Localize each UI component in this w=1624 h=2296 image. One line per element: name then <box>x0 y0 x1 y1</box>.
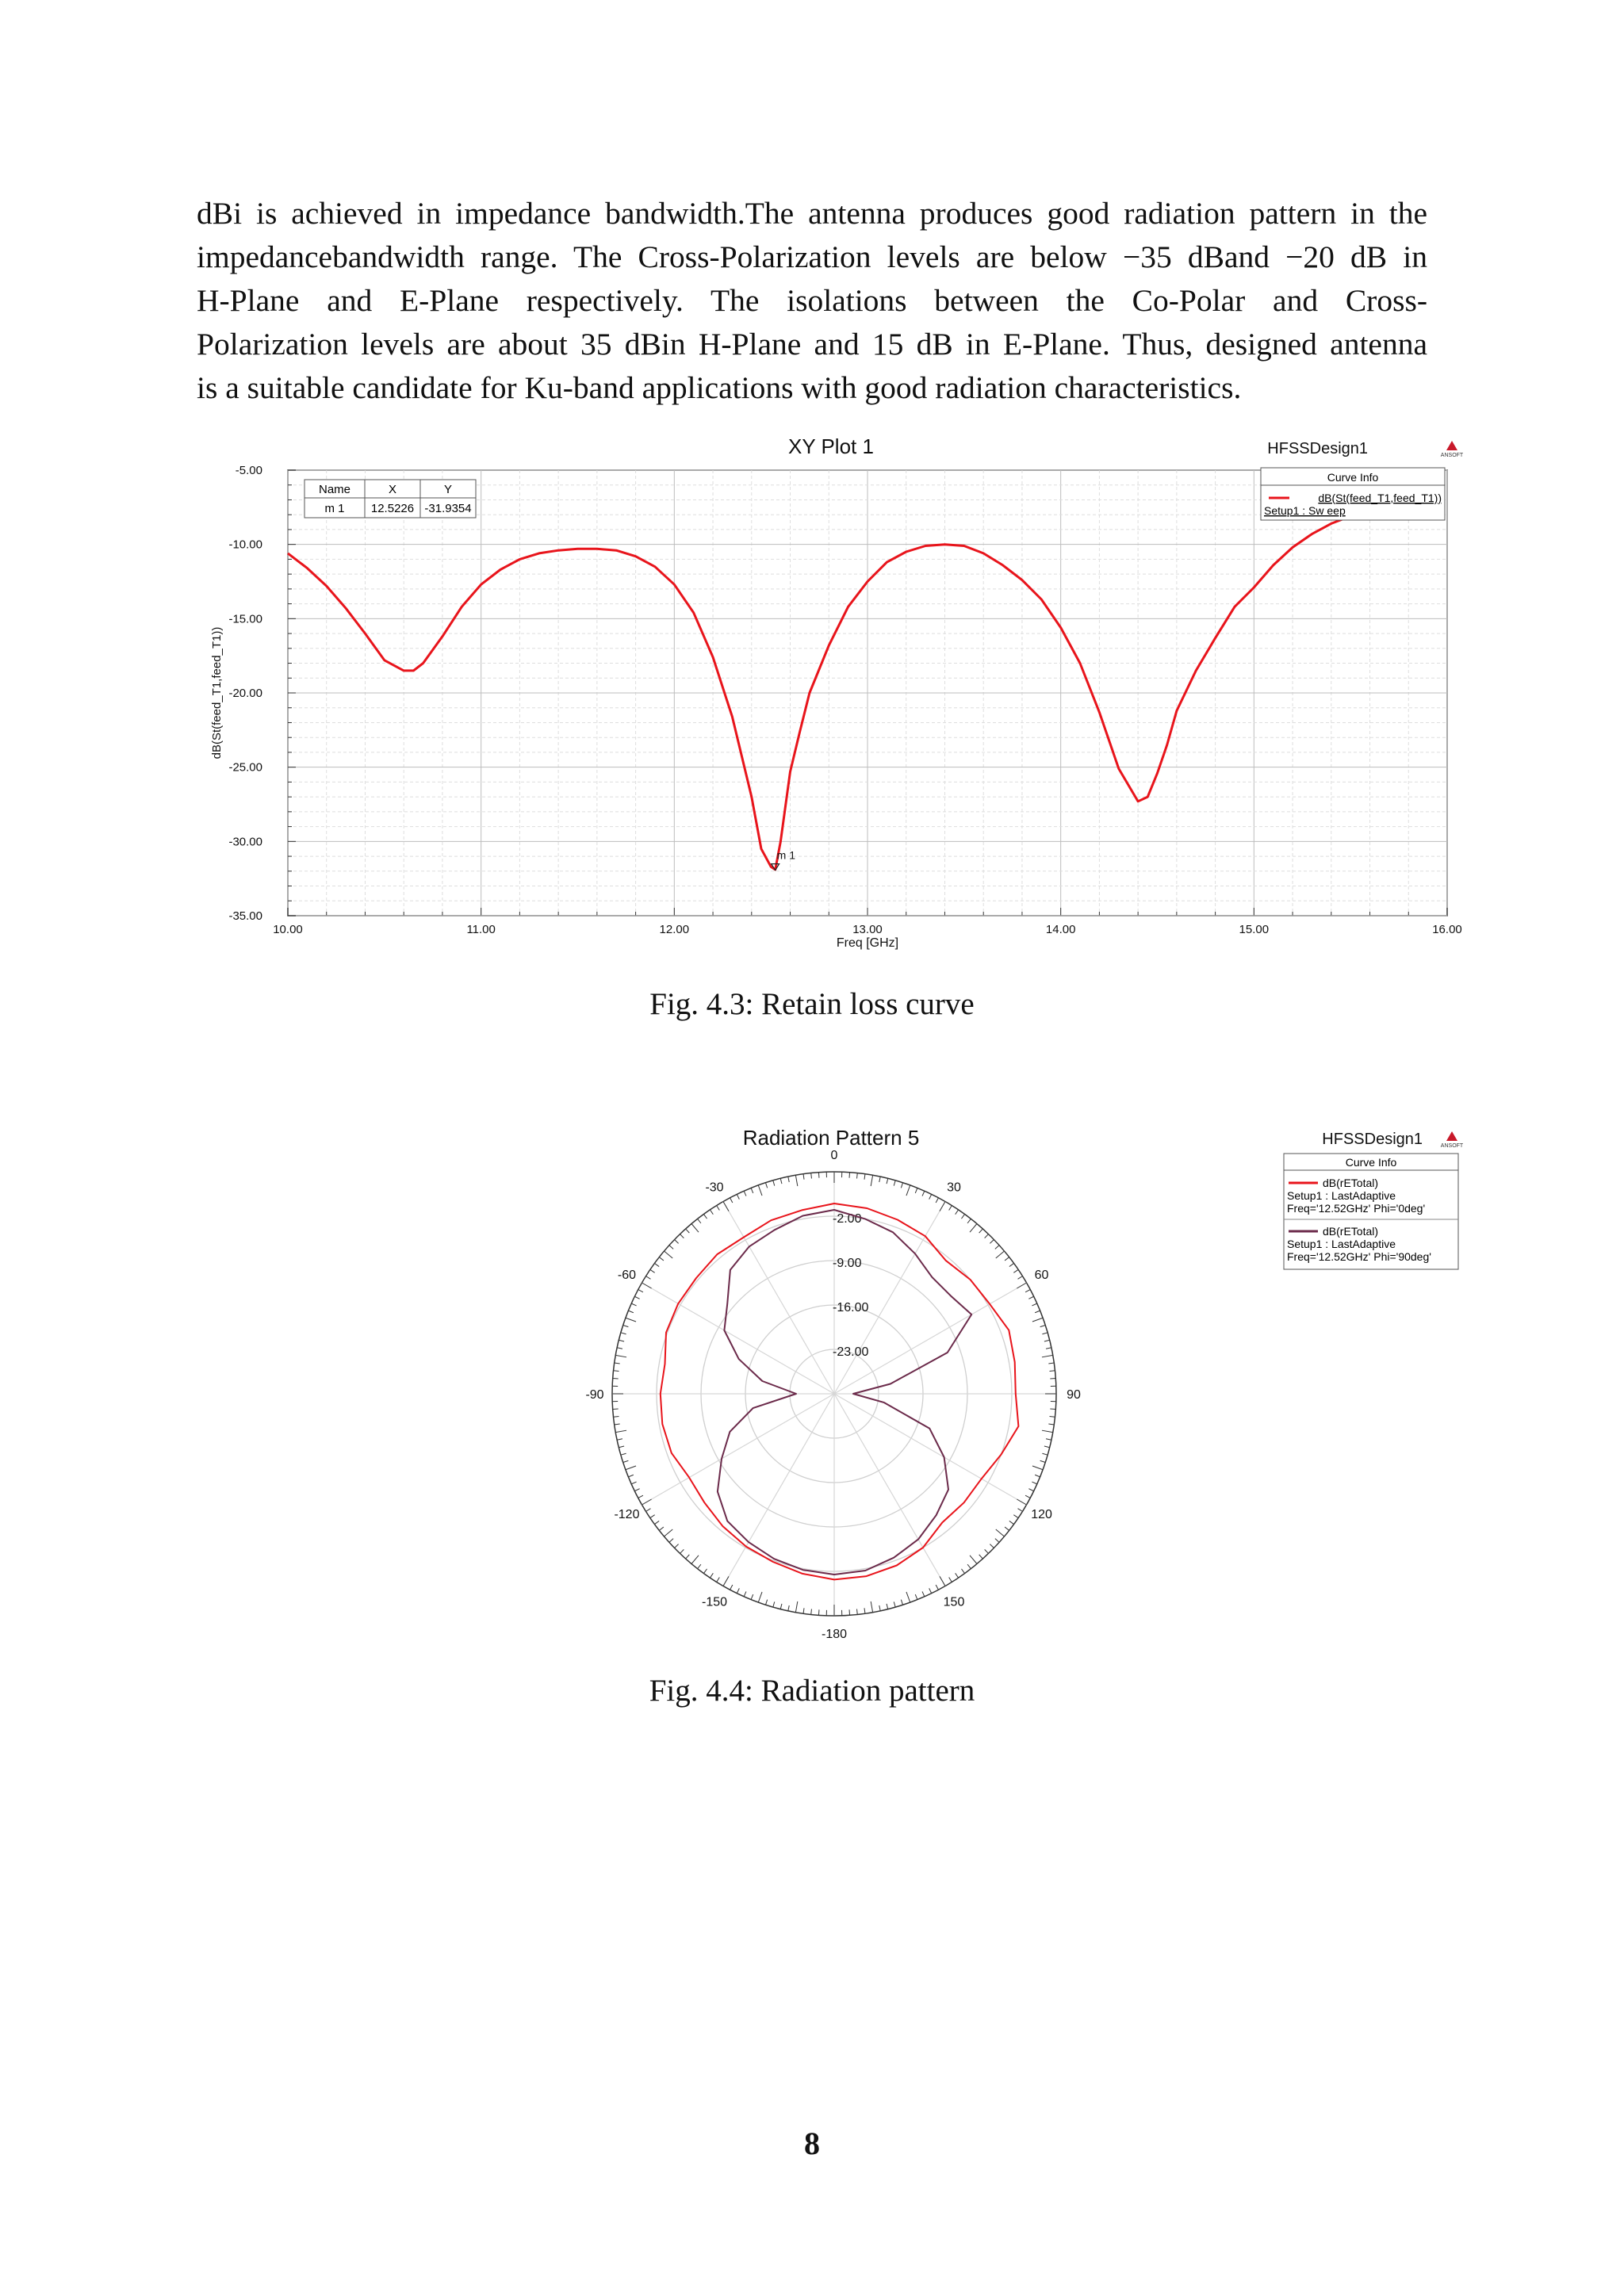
tick-mark <box>619 1340 624 1341</box>
ansoft-logo-text: ANSOFT <box>1440 453 1464 458</box>
legend-entry: dB(rETotal) <box>1323 1225 1379 1238</box>
tick-mark <box>879 1605 880 1611</box>
tick-mark <box>773 1601 775 1607</box>
legend-entry: dB(St(feed_T1,feed_T1)) <box>1318 492 1442 504</box>
tick-mark <box>646 1509 651 1512</box>
tick-mark <box>929 1588 932 1593</box>
tick-mark <box>1018 1509 1023 1512</box>
grid-spoke <box>834 1283 1026 1394</box>
tick-mark <box>1032 1482 1036 1484</box>
tick-mark <box>1042 1333 1048 1334</box>
x-tick-label: 14.00 <box>1045 923 1076 936</box>
tick-mark <box>614 1371 619 1372</box>
tick-mark <box>795 1175 797 1186</box>
tick-mark <box>1028 1489 1033 1491</box>
tick-mark <box>642 1283 652 1288</box>
tick-mark <box>887 1178 888 1184</box>
tick-mark <box>628 1475 633 1477</box>
legend-entry-sub: Freq='12.52GHz' Phi='90deg' <box>1287 1250 1431 1263</box>
tick-mark <box>979 1555 983 1559</box>
tick-mark <box>956 1573 959 1578</box>
tick-mark <box>617 1439 622 1440</box>
x-tick-label: 15.00 <box>1239 923 1270 936</box>
tick-mark <box>996 1529 1005 1536</box>
paragraph-line: H-Plane and E-Plane respectively. The isolations between the Co-Polar and Cross- <box>197 283 1427 318</box>
legend-entry-sub: Setup1 : LastAdaptive <box>1287 1238 1396 1250</box>
tick-mark <box>857 1173 858 1179</box>
tick-mark <box>730 1585 733 1590</box>
tick-mark <box>906 1185 910 1196</box>
legend-header: Curve Info <box>1327 471 1379 484</box>
legend <box>1284 1154 1458 1269</box>
tick-mark <box>650 1269 655 1272</box>
tick-mark <box>646 1276 651 1280</box>
tick-mark <box>1025 1495 1030 1498</box>
tick-mark <box>703 1214 707 1219</box>
tick-mark <box>686 1555 690 1559</box>
tick-mark <box>614 1417 619 1418</box>
tick-mark <box>675 1239 679 1243</box>
legend-entry-sub: Freq='12.52GHz' Phi='0deg' <box>1287 1202 1426 1215</box>
tick-mark <box>717 1206 720 1211</box>
legend-entry-sub: Setup1 : Sw eep <box>1264 504 1346 517</box>
tick-mark <box>1035 1475 1040 1477</box>
x-axis-label: Freq [GHz] <box>836 936 899 950</box>
tick-mark <box>803 1608 804 1613</box>
return-loss-chart <box>198 434 1483 958</box>
tick-mark <box>879 1177 880 1182</box>
tick-mark <box>780 1178 782 1184</box>
tick-mark <box>730 1198 733 1203</box>
tick-mark <box>634 1296 639 1299</box>
tick-mark <box>680 1234 684 1238</box>
tick-mark <box>1005 1527 1009 1530</box>
angle-label: 90 <box>1067 1388 1081 1402</box>
tick-mark <box>922 1191 925 1196</box>
chart-title: XY Plot 1 <box>788 434 874 458</box>
marker-table-cell: 12.5226 <box>370 502 415 515</box>
legend-entry-sub: Setup1 : LastAdaptive <box>1287 1189 1396 1202</box>
tick-mark <box>617 1348 622 1349</box>
tick-mark <box>744 1191 746 1196</box>
paragraph-line: dBi is achieved in impedance bandwidth.The antenna produces good radiation pattern in the <box>197 196 1427 231</box>
tick-mark <box>615 1424 620 1425</box>
body-paragraph <box>197 192 1427 410</box>
tick-mark <box>1048 1363 1054 1364</box>
tick-mark <box>642 1499 652 1505</box>
tick-mark <box>1017 1283 1026 1288</box>
tick-mark <box>623 1325 629 1326</box>
tick-mark <box>990 1544 994 1548</box>
tick-mark <box>628 1311 633 1313</box>
angle-label: -150 <box>701 1595 728 1609</box>
tick-mark <box>765 1183 767 1188</box>
tick-mark <box>1042 1430 1053 1432</box>
tick-mark <box>654 1263 659 1266</box>
tick-mark <box>864 1174 865 1180</box>
x-tick-label: 16.00 <box>1432 923 1462 936</box>
tick-mark <box>758 1185 762 1196</box>
tick-mark <box>922 1591 925 1596</box>
tick-mark <box>929 1194 932 1199</box>
tick-mark <box>723 1576 729 1586</box>
radial-label: -23.00 <box>833 1345 869 1359</box>
tick-mark <box>894 1181 895 1186</box>
tick-mark <box>615 1430 626 1432</box>
tick-mark <box>758 1592 762 1602</box>
tick-mark <box>626 1466 636 1470</box>
tick-mark <box>665 1251 673 1258</box>
tick-mark <box>811 1173 812 1179</box>
x-tick-label: 12.00 <box>659 923 690 936</box>
tick-mark <box>901 1183 902 1188</box>
tick-mark <box>744 1591 746 1596</box>
legend-header: Curve Info <box>1345 1156 1397 1169</box>
tick-mark <box>871 1601 872 1613</box>
x-tick-label: 10.00 <box>273 923 303 936</box>
tick-mark <box>1025 1290 1030 1292</box>
tick-mark <box>631 1303 636 1306</box>
tick-mark <box>961 1569 964 1574</box>
tick-mark <box>1042 1355 1053 1357</box>
tick-mark <box>901 1600 902 1605</box>
tick-mark <box>1009 1263 1014 1266</box>
radial-label: -2.00 <box>833 1212 862 1226</box>
y-tick-label: -5.00 <box>235 464 262 477</box>
page-number: 8 <box>804 2126 820 2161</box>
tick-mark <box>669 1539 673 1543</box>
tick-mark <box>737 1194 739 1199</box>
tick-mark <box>665 1529 673 1536</box>
tick-mark <box>936 1198 938 1203</box>
marker-table <box>304 480 476 518</box>
tick-mark <box>686 1229 690 1233</box>
paragraph-line: Polarization levels are about 35 dBin H-Plane and 15 dB in E-Plane. Thus, designed antenna <box>197 327 1427 362</box>
tick-mark <box>680 1549 684 1553</box>
tick-mark <box>659 1257 664 1261</box>
tick-mark <box>985 1549 989 1553</box>
angle-label: -180 <box>821 1628 848 1641</box>
angle-label: 60 <box>1034 1269 1049 1282</box>
chart-title: Radiation Pattern 5 <box>742 1126 920 1150</box>
tick-mark <box>1018 1276 1023 1280</box>
y-tick-label: -20.00 <box>228 687 262 700</box>
tick-mark <box>788 1177 789 1182</box>
tick-mark <box>773 1181 775 1186</box>
marker-table-header: X <box>388 483 397 496</box>
marker-table-cell: -31.9354 <box>424 502 472 515</box>
angle-label: 30 <box>947 1181 961 1195</box>
angle-label: -90 <box>585 1388 604 1402</box>
tick-mark <box>894 1601 895 1607</box>
angle-label: 150 <box>943 1595 965 1609</box>
tick-mark <box>675 1544 679 1548</box>
design-label: HFSSDesign1 <box>1322 1131 1423 1148</box>
tick-mark <box>1017 1499 1026 1505</box>
tick-mark <box>996 1251 1005 1258</box>
y-axis-label: dB(St(feed_T1,feed_T1)) <box>210 626 224 760</box>
tick-mark <box>1046 1348 1051 1349</box>
tick-mark <box>1050 1417 1055 1418</box>
angle-label: 0 <box>830 1149 838 1162</box>
grid-spoke <box>834 1394 945 1586</box>
tick-mark <box>698 1564 701 1569</box>
radial-label: -16.00 <box>833 1301 869 1314</box>
tick-mark <box>1040 1460 1046 1462</box>
marker-label: m 1 <box>776 848 796 862</box>
legend <box>1261 468 1445 520</box>
tick-mark <box>1050 1371 1055 1372</box>
tick-mark <box>970 1224 977 1233</box>
tick-mark <box>995 1539 999 1543</box>
tick-mark <box>626 1318 636 1322</box>
marker-table-cell: m 1 <box>324 502 345 515</box>
marker-table-header: Y <box>443 483 453 496</box>
grid-spoke <box>642 1283 834 1394</box>
tick-mark <box>691 1556 699 1564</box>
tick-mark <box>615 1363 620 1364</box>
tick-mark <box>621 1333 626 1334</box>
ansoft-logo <box>1441 1131 1464 1149</box>
tick-mark <box>619 1446 624 1448</box>
ansoft-logo <box>1441 441 1464 458</box>
tick-mark <box>615 1355 626 1357</box>
tick-mark <box>1032 1466 1043 1470</box>
ansoft-logo-text: ANSOFT <box>1440 1143 1464 1149</box>
radiation-pattern-chart <box>555 1118 1483 1641</box>
tick-mark <box>936 1585 938 1590</box>
legend-entry: dB(rETotal) <box>1323 1177 1379 1189</box>
tick-mark <box>710 1573 713 1578</box>
tick-mark <box>638 1495 643 1498</box>
tick-mark <box>623 1460 629 1462</box>
tick-mark <box>1032 1303 1036 1306</box>
radial-label: -9.00 <box>833 1257 862 1270</box>
grid-spoke <box>723 1202 834 1394</box>
y-tick-label: -25.00 <box>228 760 262 775</box>
tick-mark <box>751 1594 753 1599</box>
tick-mark <box>1040 1325 1046 1326</box>
tick-mark <box>710 1210 713 1215</box>
x-tick-label: 13.00 <box>852 923 883 936</box>
tick-mark <box>723 1202 729 1211</box>
tick-mark <box>737 1588 739 1593</box>
y-tick-label: -35.00 <box>228 909 262 923</box>
tick-mark <box>621 1453 626 1455</box>
tick-mark <box>970 1556 977 1564</box>
tick-mark <box>956 1210 959 1215</box>
paragraph-line: is a suitable candidate for Ku-band applications with good radiation characteristics. <box>197 370 1242 405</box>
tick-mark <box>1046 1439 1051 1440</box>
tick-mark <box>1044 1446 1050 1448</box>
tick-mark <box>654 1521 659 1524</box>
y-tick-label: -10.00 <box>228 538 262 552</box>
tick-mark <box>717 1578 720 1582</box>
figure-caption: Fig. 4.3: Retain loss curve <box>649 987 975 1021</box>
angle-label: -120 <box>614 1508 640 1521</box>
tick-mark <box>906 1592 910 1602</box>
tick-mark <box>949 1578 952 1582</box>
tick-mark <box>1013 1269 1018 1272</box>
tick-mark <box>1009 1521 1014 1524</box>
paragraph-line: impedancebandwidth range. The Cross-Polarization levels are below −35 dBand −20 dB in <box>197 239 1427 274</box>
tick-mark <box>780 1604 782 1609</box>
tick-mark <box>961 1214 964 1219</box>
y-tick-label: -30.00 <box>228 835 262 849</box>
tick-mark <box>967 1219 971 1223</box>
tick-mark <box>1044 1340 1050 1341</box>
tick-mark <box>940 1576 945 1586</box>
tick-mark <box>631 1482 636 1484</box>
tick-mark <box>979 1229 983 1233</box>
design-label: HFSSDesign1 <box>1267 440 1368 457</box>
tick-mark <box>967 1564 971 1569</box>
angle-label: -60 <box>617 1269 637 1282</box>
tick-mark <box>1032 1318 1043 1322</box>
tick-mark <box>698 1219 701 1223</box>
tick-mark <box>1048 1424 1054 1425</box>
polar-grid <box>612 1172 1056 1616</box>
tick-mark <box>915 1594 917 1599</box>
tick-mark <box>1042 1453 1048 1455</box>
tick-mark <box>765 1600 767 1605</box>
tick-mark <box>691 1224 699 1233</box>
tick-mark <box>990 1239 994 1243</box>
tick-mark <box>1005 1257 1009 1261</box>
tick-mark <box>634 1489 639 1491</box>
y-tick-label: -15.00 <box>228 612 262 626</box>
tick-mark <box>864 1608 865 1613</box>
angle-label: 120 <box>1031 1508 1052 1521</box>
grid-spoke <box>834 1394 1026 1505</box>
figure-caption: Fig. 4.4: Radiation pattern <box>649 1674 975 1708</box>
tick-mark <box>985 1234 989 1238</box>
tick-mark <box>995 1246 999 1249</box>
angle-label: -30 <box>705 1181 724 1195</box>
tick-mark <box>669 1246 673 1249</box>
marker-table-header: Name <box>318 483 351 496</box>
tick-mark <box>857 1609 858 1615</box>
tick-mark <box>1028 1296 1033 1299</box>
tick-mark <box>795 1601 797 1613</box>
tick-mark <box>803 1174 804 1180</box>
tick-mark <box>703 1569 707 1574</box>
tick-mark <box>811 1609 812 1615</box>
tick-mark <box>788 1605 789 1611</box>
tick-mark <box>871 1175 872 1186</box>
tick-mark <box>1035 1311 1040 1313</box>
tick-mark <box>650 1515 655 1518</box>
tick-mark <box>1013 1515 1018 1518</box>
tick-mark <box>638 1290 643 1292</box>
x-tick-label: 11.00 <box>466 923 496 936</box>
tick-mark <box>751 1188 753 1192</box>
tick-mark <box>949 1206 952 1211</box>
tick-mark <box>940 1202 945 1211</box>
tick-mark <box>915 1188 917 1192</box>
tick-mark <box>887 1604 888 1609</box>
tick-mark <box>659 1527 664 1530</box>
